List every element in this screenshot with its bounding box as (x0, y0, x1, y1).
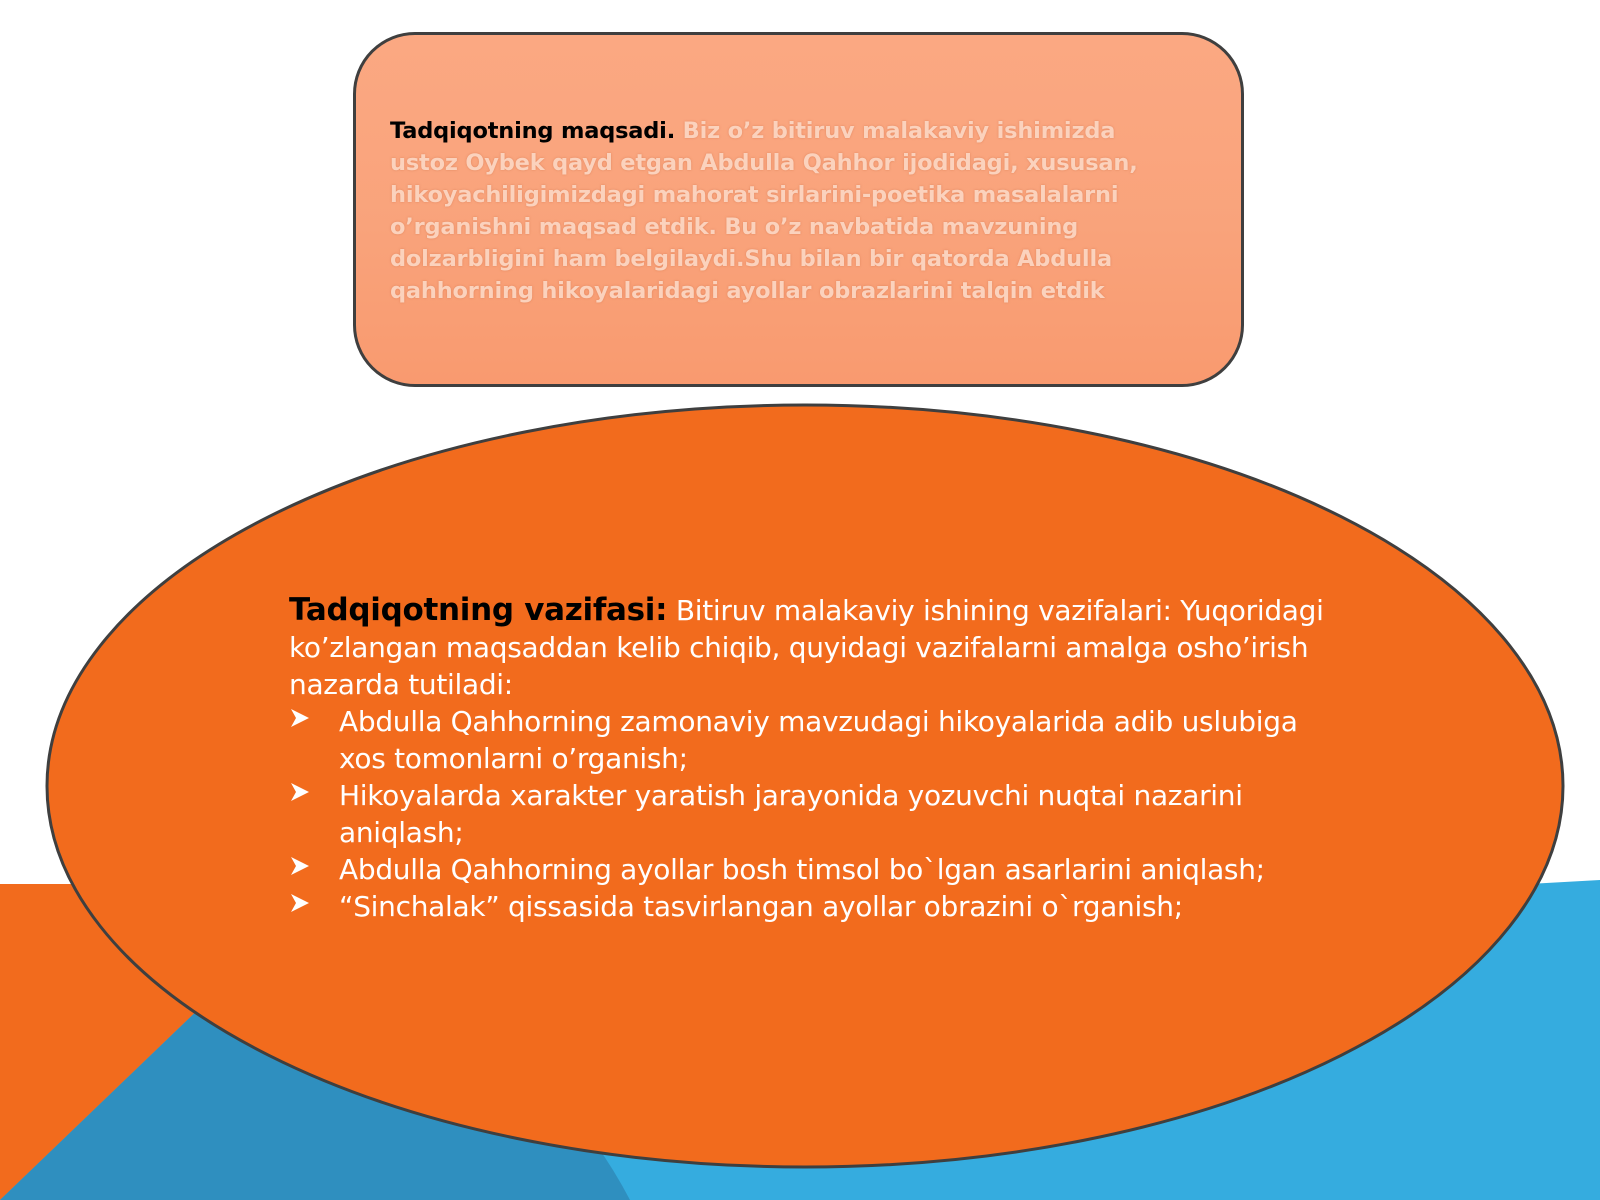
task-item-text: Abdulla Qahhorning zamonaviy mavzudagi hikoyalarida adib uslubiga xos tomonlarni o’rganish; (339, 705, 1298, 775)
list-item (289, 888, 1349, 925)
tasks-intro: Bitiruv malakaviy ishining vazifalari: Yuqoridagi ko’zlangan maqsaddan kelib chiqib, quyidagi vazifalarni amalga osho’irish nazarda tutiladi: (289, 594, 1324, 701)
tasks-intro-paragraph (289, 592, 1349, 703)
arrow-bullet-icon (289, 892, 311, 914)
tasks-list (289, 703, 1349, 925)
task-item-text: Hikoyalarda xarakter yaratish jarayonida yozuvchi nuqtai nazarini aniqlash; (339, 779, 1243, 849)
task-item-text: “Sinchalak” qissasida tasvirlangan ayollar obrazini o`rganish; (339, 890, 1183, 923)
purpose-heading: Tadqiqotning maqsadi. (390, 118, 676, 144)
task-item-text: Abdulla Qahhorning ayollar bosh timsol bo`lgan asarlarini aniqlash; (339, 853, 1265, 886)
arrow-bullet-icon (289, 855, 311, 877)
tasks-heading: Tadqiqotning vazifasi: (289, 592, 668, 628)
list-item (289, 777, 1349, 851)
tasks-content (289, 592, 1349, 925)
list-item (289, 851, 1349, 888)
list-item (289, 703, 1349, 777)
arrow-bullet-icon (289, 781, 311, 803)
arrow-bullet-icon (289, 707, 311, 729)
purpose-body: Biz o’z bitiruv malakaviy ishimizda ustoz Oybek qayd etgan Abdulla Qahhor ijodidagi, xususan, hikoyachiligimizdagi mahorat sirlarini-poetika masalalarni o’rganishni maqsad etdik. Bu o’z navbatida mavzuning dolzarbligini ham belgilaydi.Shu bilan bir qatorda Abdulla qahhorning hikoyalaridagi ayollar obrazlarini talqin etdik (390, 118, 1138, 304)
